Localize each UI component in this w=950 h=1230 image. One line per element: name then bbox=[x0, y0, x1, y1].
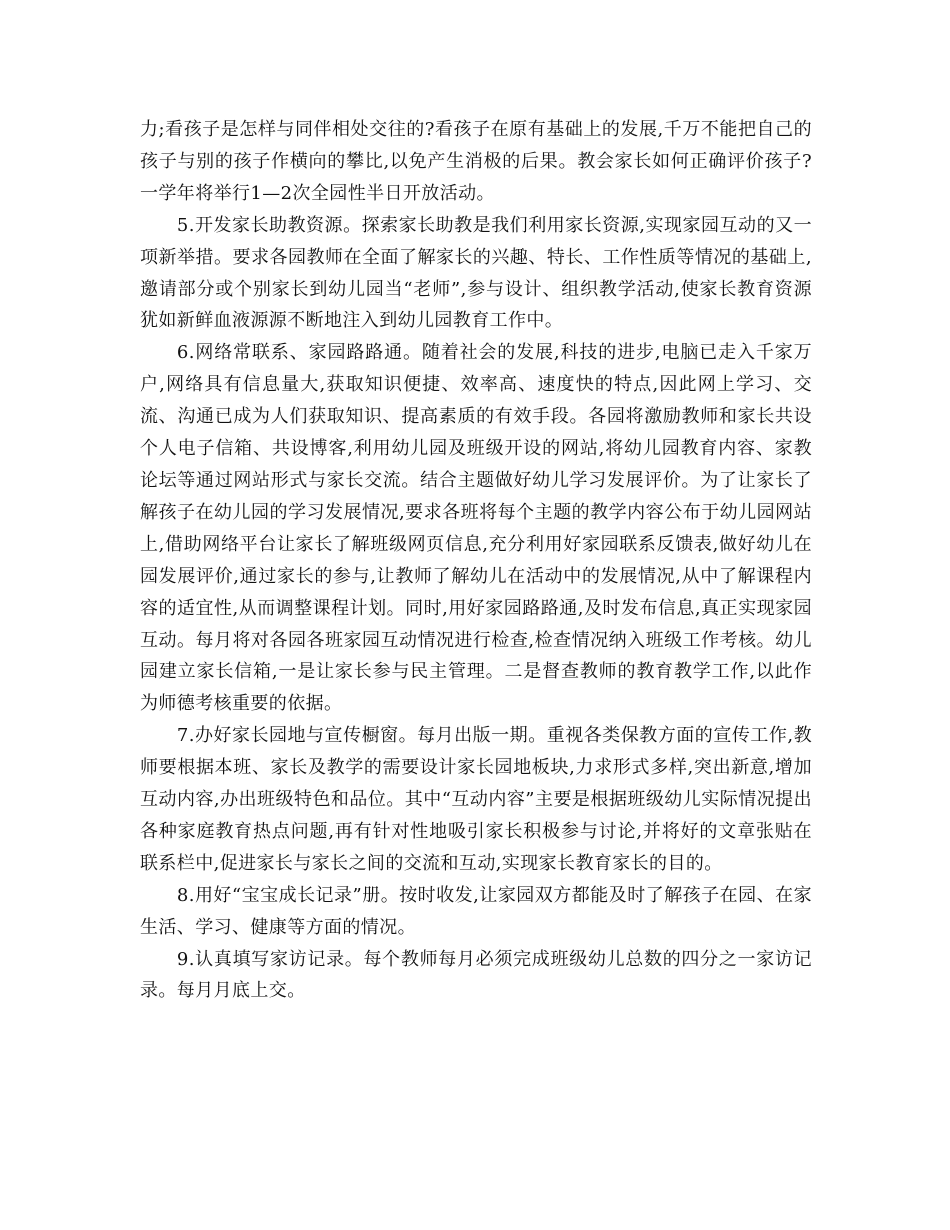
paragraph-item-6: 6.网络常联系、家园路路通。随着社会的发展,科技的进步,电脑已走入千家万户,网络具有信息量大,获取知识便捷、效率高、速度快的特点,因此网上学习、交流、沟通已成为人们获取知识、提高素质的有效手段。各园将激励教师和家长共设个人电子信箱、共设博客,利用幼儿园及班级开设的网站,将幼儿园教育内容、家教论坛等通过网站形式与家长交流。结合主题做好幼儿学习发展评价。为了让家长了解孩子在幼儿园的学习发展情况,要求各班将每个主题的教学内容公布于幼儿园网站上,借助网络平台让家长了解班级网页信息,充分利用好家园联系反馈表,做好幼儿在园发展评价,通过家长的参与,让教师了解幼儿在活动中的发展情况,从中了解课程内容的适宜性,从而调整课程计划。同时,用好家园路路通,及时发布信息,真正实现家园互动。每月将对各园各班家园互动情况进行检查,检查情况纳入班级工作考核。幼儿园建立家长信箱,一是让家长参与民主管理。二是督查教师的教育教学工作,以此作为师德考核重要的依据。 bbox=[140, 342, 812, 715]
paragraph-item-8: 8.用好“宝宝成长记录”册。按时收发,让家园双方都能及时了解孩子在园、在家生活、学习、健康等方面的情况。 bbox=[140, 884, 812, 938]
paragraph-continuation: 力;看孩子是怎样与同伴相处交往的?看孩子在原有基础上的发展,千万不能把自己的孩子与别的孩子作横向的攀比,以免产生消极的后果。教会家长如何正确评价孩子?一学年将举行1—2次全园性半日开放活动。 bbox=[140, 119, 812, 204]
document-body bbox=[140, 114, 812, 1007]
paragraph-item-9: 9.认真填写家访记录。每个教师每月必须完成班级幼儿总数的四分之一家访记录。每月月底上交。 bbox=[140, 948, 812, 1002]
paragraph-item-5: 5.开发家长助教资源。探索家长助教是我们利用家长资源,实现家园互动的又一项新举措。要求各园教师在全面了解家长的兴趣、特长、工作性质等情况的基础上,邀请部分或个别家长到幼儿园当“老师”,参与设计、组织教学活动,使家长教育资源犹如新鲜血液源源不断地注入到幼儿园教育工作中。 bbox=[140, 214, 812, 332]
paragraph-item-7: 7.办好家长园地与宣传橱窗。每月出版一期。重视各类保教方面的宣传工作,教师要根据本班、家长及教学的需要设计家长园地板块,力求形式多样,突出新意,增加互动内容,办出班级特色和品位。其中“互动内容”主要是根据班级幼儿实际情况提出各种家庭教育热点问题,再有针对性地吸引家长积极参与讨论,并将好的文章张贴在联系栏中,促进家长与家长之间的交流和互动,实现家长教育家长的目的。 bbox=[140, 725, 812, 874]
